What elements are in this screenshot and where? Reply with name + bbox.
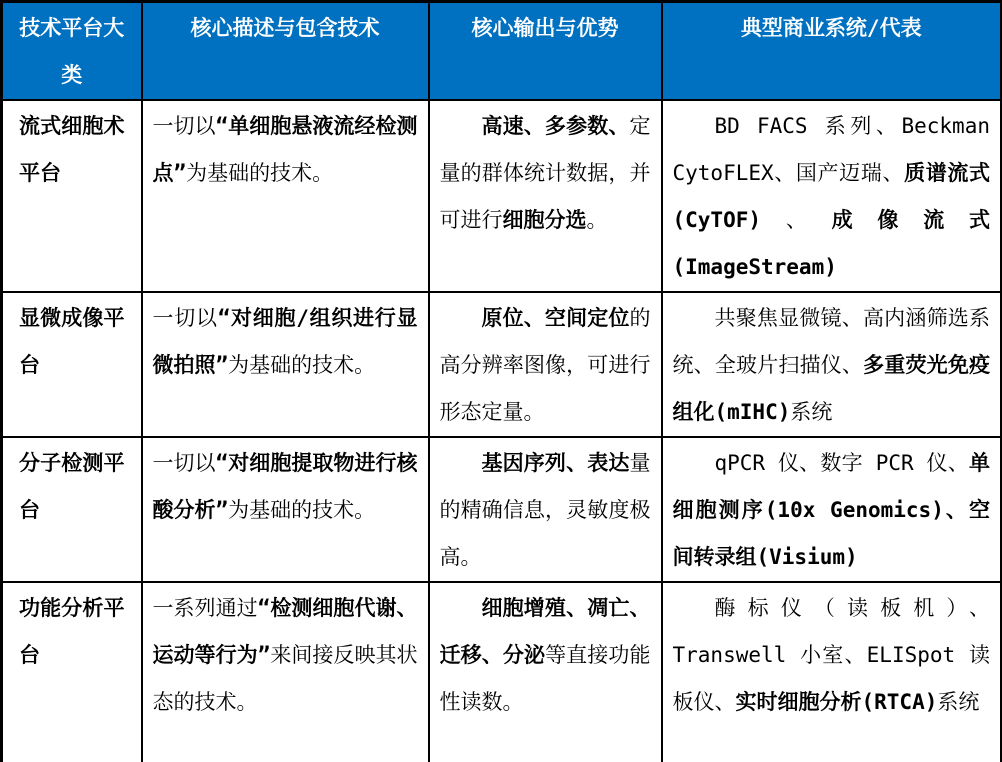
header-cell-platform-category: 技术平台大类 [2, 2, 142, 101]
output-cell: 基因序列、表达量的精确信息，灵敏度极高。 [429, 437, 662, 582]
systems-cell: 共聚焦显微镜、高内涵筛选系统、全玻片扫描仪、多重荧光免疫组化(mIHC)系统 [662, 292, 1002, 437]
output-cell: 细胞增殖、凋亡、迁移、分泌等直接功能性读数。 [429, 582, 662, 762]
output-cell: 高速、多参数、定量的群体统计数据，并可进行细胞分选。 [429, 100, 662, 292]
header-row [2, 2, 1002, 101]
category-cell: 功能分析平台 [2, 582, 142, 762]
description-cell: 一切以“对细胞/组织进行显微拍照”为基础的技术。 [142, 292, 429, 437]
table-row [2, 437, 1002, 582]
header-cell-core-description: 核心描述与包含技术 [142, 2, 429, 101]
output-cell: 原位、空间定位的高分辨率图像，可进行形态定量。 [429, 292, 662, 437]
category-cell: 流式细胞术平台 [2, 100, 142, 292]
systems-cell: 酶标仪（读板机）、Transwell 小室、ELISpot 读板仪、实时细胞分析(RTCA)系统 [662, 582, 1002, 762]
header-cell-core-output: 核心输出与优势 [429, 2, 662, 101]
category-cell: 分子检测平台 [2, 437, 142, 582]
table-row [2, 100, 1002, 292]
table-row [2, 582, 1002, 762]
description-cell: 一切以“对细胞提取物进行核酸分析”为基础的技术。 [142, 437, 429, 582]
header-cell-typical-systems: 典型商业系统/代表 [662, 2, 1002, 101]
systems-cell: qPCR 仪、数字 PCR 仪、单细胞测序(10x Genomics)、空间转录组(Visium) [662, 437, 1002, 582]
description-cell: 一切以“单细胞悬液流经检测点”为基础的技术。 [142, 100, 429, 292]
table-row [2, 292, 1002, 437]
category-cell: 显微成像平台 [2, 292, 142, 437]
systems-cell: BD FACS 系列、Beckman CytoFLEX、国产迈瑞、质谱流式 (CyTOF)、成像流式 (ImageStream) [662, 100, 1002, 292]
description-cell: 一系列通过“检测细胞代谢、运动等行为”来间接反映其状态的技术。 [142, 582, 429, 762]
